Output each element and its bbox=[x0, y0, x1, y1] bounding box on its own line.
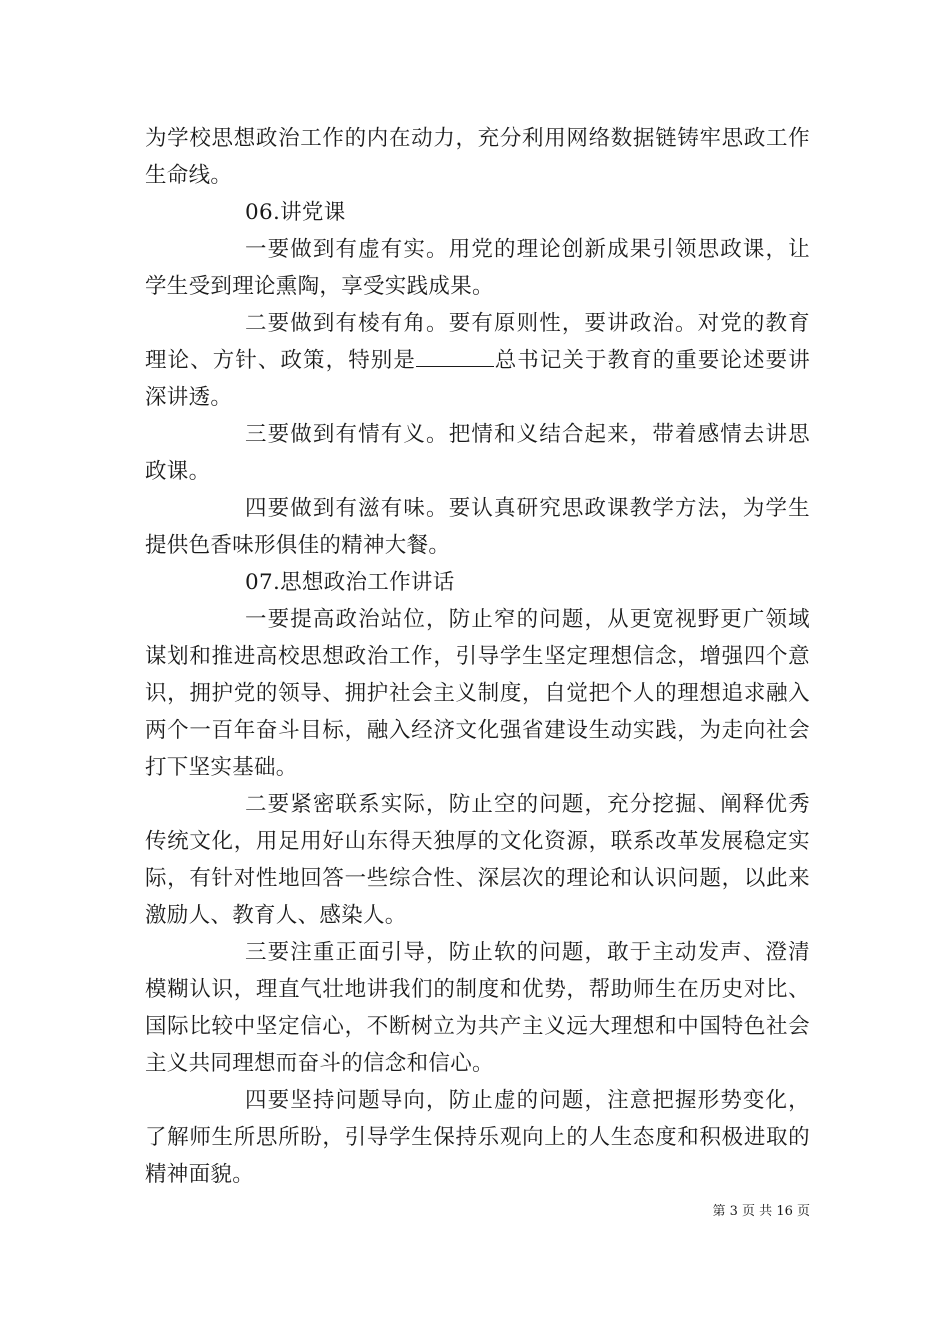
section-06-paragraph-1: 一要做到有虚有实。用党的理论创新成果引领思政课，让学生受到理论熏陶，享受实践成果。 bbox=[145, 237, 810, 299]
page-number-footer: 第 3 页 共 16 页 bbox=[712, 1204, 810, 1219]
fill-in-blank bbox=[416, 344, 494, 367]
section-07-heading: 07.思想政治工作讲话 bbox=[245, 570, 455, 595]
section-07-paragraph-2: 二要紧密联系实际，防止空的问题，充分挖掘、阐释优秀传统文化，用足用好山东得天独厚的文化资源，联系改革发展稳定实际，有针对性地回答一些综合性、深层次的理论和认识问题，以此来激励人、教育人、感染人。 bbox=[145, 792, 810, 928]
section-06-paragraph-3: 三要做到有情有义。把情和义结合起来，带着感情去讲思政课。 bbox=[145, 422, 810, 484]
section-06-paragraph-2 bbox=[145, 305, 810, 416]
continuation-paragraph: 为学校思想政治工作的内在动力，充分利用网络数据链铸牢思政工作生命线。 bbox=[145, 126, 810, 188]
section-07-paragraph-4: 四要坚持问题导向，防止虚的问题，注意把握形势变化，了解师生所思所盼，引导学生保持乐观向上的人生态度和积极进取的精神面貌。 bbox=[145, 1088, 810, 1187]
document-body bbox=[145, 120, 810, 1193]
section-06-paragraph-4: 四要做到有滋有味。要认真研究思政课教学方法，为学生提供色香味形俱佳的精神大餐。 bbox=[145, 496, 810, 558]
section-07-paragraph-1: 一要提高政治站位，防止窄的问题，从更宽视野更广领域谋划和推进高校思想政治工作，引导学生坚定理想信念，增强四个意识，拥护党的领导、拥护社会主义制度，自觉把个人的理想追求融入两个一百年奋斗目标，融入经济文化强省建设生动实践，为走向社会打下坚实基础。 bbox=[145, 607, 810, 780]
paragraph-2-text-after-blank: 总书记关于教育的重要论述要讲深讲透。 bbox=[145, 348, 810, 410]
section-06-heading: 06.讲党课 bbox=[245, 200, 346, 225]
section-07-paragraph-3: 三要注重正面引导，防止软的问题，敢于主动发声、澄清模糊认识，理直气壮地讲我们的制度和优势，帮助师生在历史对比、国际比较中坚定信心，不断树立为共产主义远大理想和中国特色社会主义共同理想而奋斗的信念和信心。 bbox=[145, 940, 810, 1076]
paragraph-2-text-before-blank: 二要做到有棱有角。要有原则性，要讲政治。对党的教育理论、方针、政策，特别是 bbox=[145, 311, 810, 373]
